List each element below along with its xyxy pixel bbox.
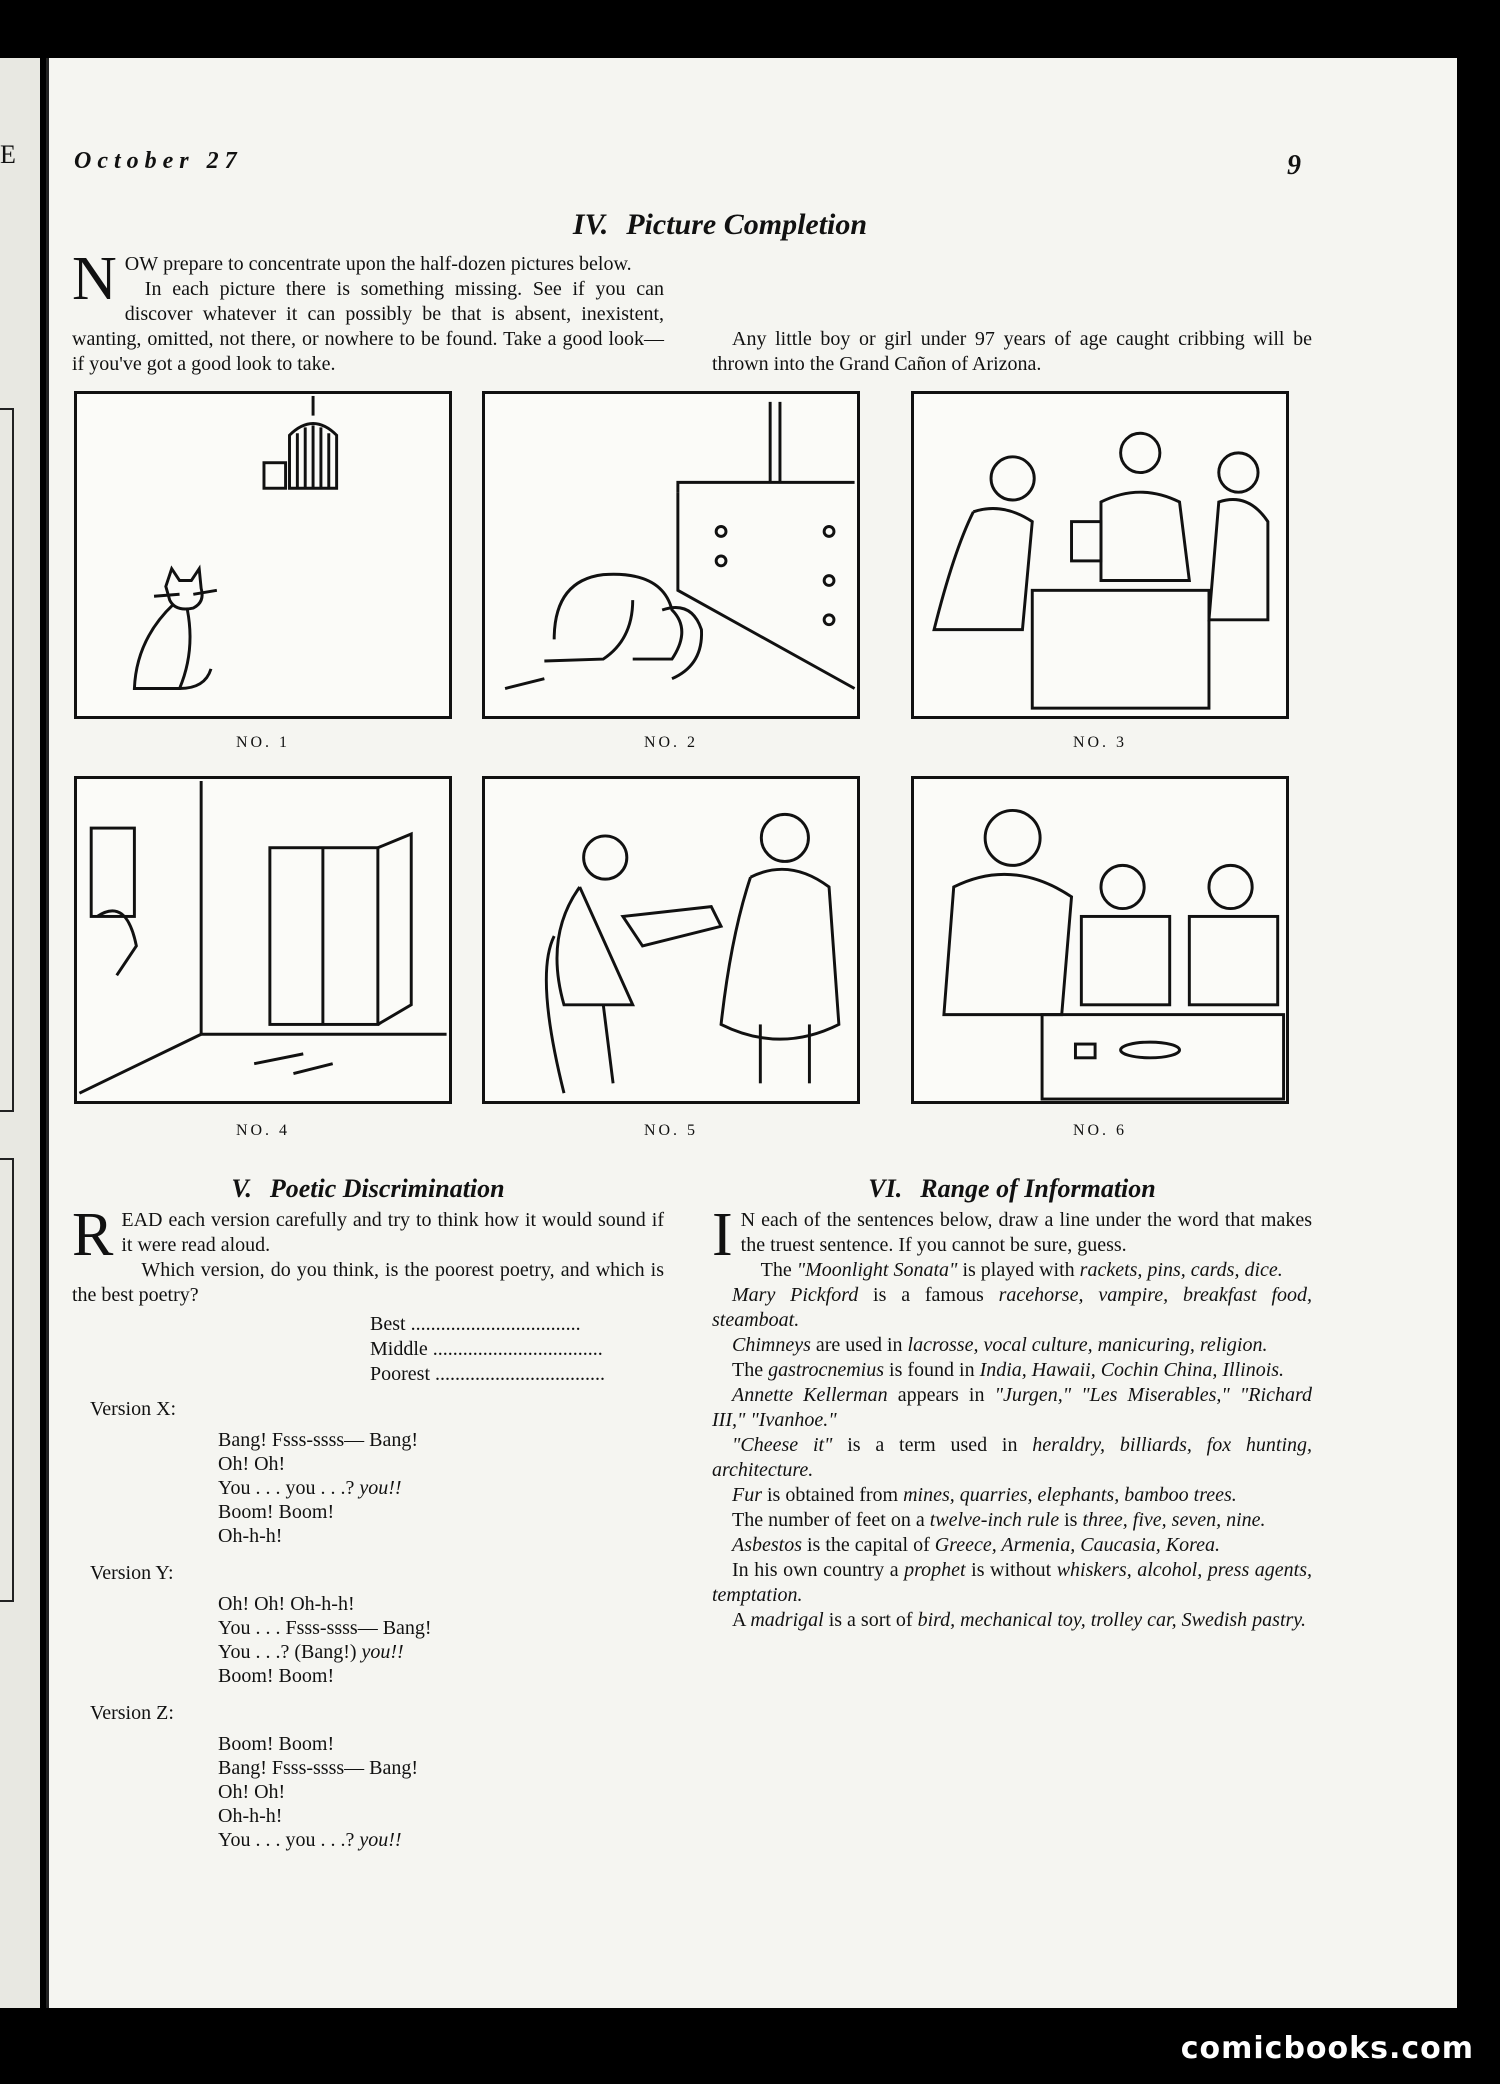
picture-panel-2 xyxy=(482,391,860,719)
question-text: In his own country a xyxy=(732,1559,905,1581)
answer-options[interactable]: rackets, pins, cards, dice. xyxy=(1079,1259,1283,1281)
panel-caption-1: NO. 1 xyxy=(235,734,291,751)
question-subject: prophet xyxy=(904,1559,966,1581)
question-subject: Annette Kellerman xyxy=(732,1384,888,1406)
quiz-question xyxy=(712,1608,1312,1633)
instructions-text: In each picture there is something missing. See if you can discover whatever it can possibly be that is absent, inexistent, wanting, omitted, not there, or nowhere to be found. Take a good look—if you've got a good look to take. xyxy=(72,278,664,375)
dropcap: R xyxy=(72,1201,114,1269)
section-numeral: V. xyxy=(231,1174,252,1203)
question-text: The xyxy=(760,1259,797,1281)
version-z-label: Version Z: xyxy=(90,1702,174,1724)
answer-options[interactable]: "Jurgen," "Les Miserables," "Richard III," "Ivanhoe." xyxy=(712,1384,1312,1431)
answer-options[interactable]: Greece, Armenia, Caucasia, Korea. xyxy=(934,1534,1221,1556)
ranking-lines xyxy=(370,1312,670,1387)
question-text: appears in xyxy=(887,1384,995,1406)
question-text: is the capital of xyxy=(802,1534,935,1556)
rank-middle: Middle .................................. xyxy=(370,1338,603,1360)
version-x-verse: Bang! Fsss-ssss— Bang! Oh! Oh! You . . . you . . .? you!! Boom! Boom! Oh-h-h! xyxy=(218,1429,419,1547)
quiz-question xyxy=(712,1333,1312,1358)
quiz-question xyxy=(712,1358,1312,1383)
section-numeral: IV. xyxy=(572,208,609,241)
picture-panel-4 xyxy=(74,776,452,1104)
quiz-question xyxy=(712,1558,1312,1608)
answer-options[interactable]: heraldry, billiards, fox hunting, architecture. xyxy=(712,1434,1312,1481)
section-title-range-of-information xyxy=(712,1174,1312,1204)
adjacent-page-edge xyxy=(0,58,40,2008)
adjacent-page-frame xyxy=(0,408,14,1112)
question-subject: "Cheese it" xyxy=(732,1434,833,1456)
intro-text: each version carefully and try to think how it would sound if it were read aloud. xyxy=(121,1209,664,1256)
question-text: is played with xyxy=(957,1259,1080,1281)
quiz-question xyxy=(712,1508,1312,1533)
picture-panel-3 xyxy=(911,391,1289,719)
question-text: are used in xyxy=(810,1334,908,1356)
intro-text: prepare to concentrate upon the half-dozen pictures below. xyxy=(158,253,632,275)
page-date: October 27 xyxy=(74,148,243,174)
panel-caption-6: NO. 6 xyxy=(1072,1122,1128,1139)
dropcap: I xyxy=(712,1201,733,1269)
question-text: is a term used in xyxy=(832,1434,1033,1456)
section-title-text: Range of Information xyxy=(920,1174,1156,1203)
section5-intro xyxy=(72,1201,664,1308)
picture-panel-5 xyxy=(482,776,860,1104)
answer-options[interactable]: mines, quarries, elephants, bamboo trees. xyxy=(903,1484,1237,1506)
answer-options[interactable]: lacrosse, vocal culture, manicuring, religion. xyxy=(907,1334,1268,1356)
question-subject: "Moonlight Sonata" xyxy=(796,1259,958,1281)
section4-column-left xyxy=(72,245,664,377)
lead-caps: EAD xyxy=(121,1209,163,1231)
rank-best: Best .................................. xyxy=(370,1313,581,1335)
dropcap: N xyxy=(72,245,117,313)
answer-options[interactable]: three, five, seven, nine. xyxy=(1082,1509,1266,1531)
panel-caption-4: NO. 4 xyxy=(235,1122,291,1139)
question-subject: Chimneys xyxy=(732,1334,811,1356)
question-subject: Mary Pickford xyxy=(732,1284,859,1306)
version-y-verse: Oh! Oh! Oh-h-h! You . . . Fsss-ssss— Bang! You . . .? (Bang!) you!! Boom! Boom! xyxy=(218,1593,432,1687)
panel-caption-3: NO. 3 xyxy=(1072,734,1128,751)
question-text: is xyxy=(1059,1509,1083,1531)
section4-column-right xyxy=(712,252,1312,377)
quiz-questions xyxy=(712,1201,1312,1633)
answer-options[interactable]: racehorse, vampire, breakfast food, steamboat. xyxy=(712,1284,1312,1331)
quiz-question xyxy=(712,1533,1312,1558)
warning-text: Any little boy or girl under 97 years of age caught cribbing will be thrown into the Grand Cañon of Arizona. xyxy=(712,328,1312,375)
adjacent-page-frame xyxy=(0,1158,14,1602)
rank-poorest: Poorest .................................. xyxy=(370,1363,605,1385)
question-text: A xyxy=(732,1609,751,1631)
question-text: is a sort of xyxy=(823,1609,918,1631)
question-text: is found in xyxy=(884,1359,980,1381)
question-text: Which version, do you think, is the poorest poetry, and which is the best poetry? xyxy=(72,1259,664,1306)
question-text: The number of feet on a xyxy=(732,1509,930,1531)
lead-caps: OW xyxy=(124,253,159,275)
answer-options[interactable]: bird, mechanical toy, trolley car, Swedish pastry. xyxy=(917,1609,1307,1631)
adjacent-page-letter: E xyxy=(0,140,16,169)
intro-text: N each of the sentences below, draw a line under the word that makes the truest sentence. If you cannot be sure, guess. xyxy=(740,1209,1312,1256)
section-title-text: Poetic Discrimination xyxy=(269,1174,505,1203)
question-text: is without xyxy=(965,1559,1057,1581)
quiz-question xyxy=(712,1483,1312,1508)
answer-options[interactable]: whiskers, alcohol, press agents, temptation. xyxy=(712,1559,1312,1606)
version-y-label: Version Y: xyxy=(90,1562,174,1584)
panel-caption-5: NO. 5 xyxy=(643,1122,699,1139)
question-subject: Asbestos xyxy=(732,1534,802,1556)
panel-caption-2: NO. 2 xyxy=(643,734,699,751)
question-text: The xyxy=(732,1359,769,1381)
quiz-question xyxy=(712,1383,1312,1433)
question-subject: Fur xyxy=(732,1484,762,1506)
quiz-question xyxy=(712,1433,1312,1483)
question-text: is a famous xyxy=(858,1284,999,1306)
question-text: is obtained from xyxy=(762,1484,904,1506)
version-x-label: Version X: xyxy=(90,1398,177,1420)
watermark: comicbooks.com xyxy=(1180,2031,1474,2066)
page-number: 9 xyxy=(1287,150,1301,181)
section-title-poetic-discrimination xyxy=(72,1174,664,1204)
section-title-text: Picture Completion xyxy=(626,208,868,241)
quiz-question xyxy=(712,1283,1312,1333)
picture-panel-6 xyxy=(911,776,1289,1104)
section-title-picture-completion xyxy=(420,208,1020,242)
question-subject: gastrocnemius xyxy=(768,1359,885,1381)
question-subject: twelve-inch rule xyxy=(929,1509,1060,1531)
version-z-verse: Boom! Boom! Bang! Fsss-ssss— Bang! Oh! Oh! Oh-h-h! You . . . you . . .? you!! xyxy=(218,1733,419,1851)
picture-panel-1 xyxy=(74,391,452,719)
quiz-question xyxy=(712,1258,1312,1283)
section-numeral: VI. xyxy=(868,1174,903,1203)
question-subject: madrigal xyxy=(750,1609,824,1631)
answer-options[interactable]: India, Hawaii, Cochin China, Illinois. xyxy=(979,1359,1285,1381)
